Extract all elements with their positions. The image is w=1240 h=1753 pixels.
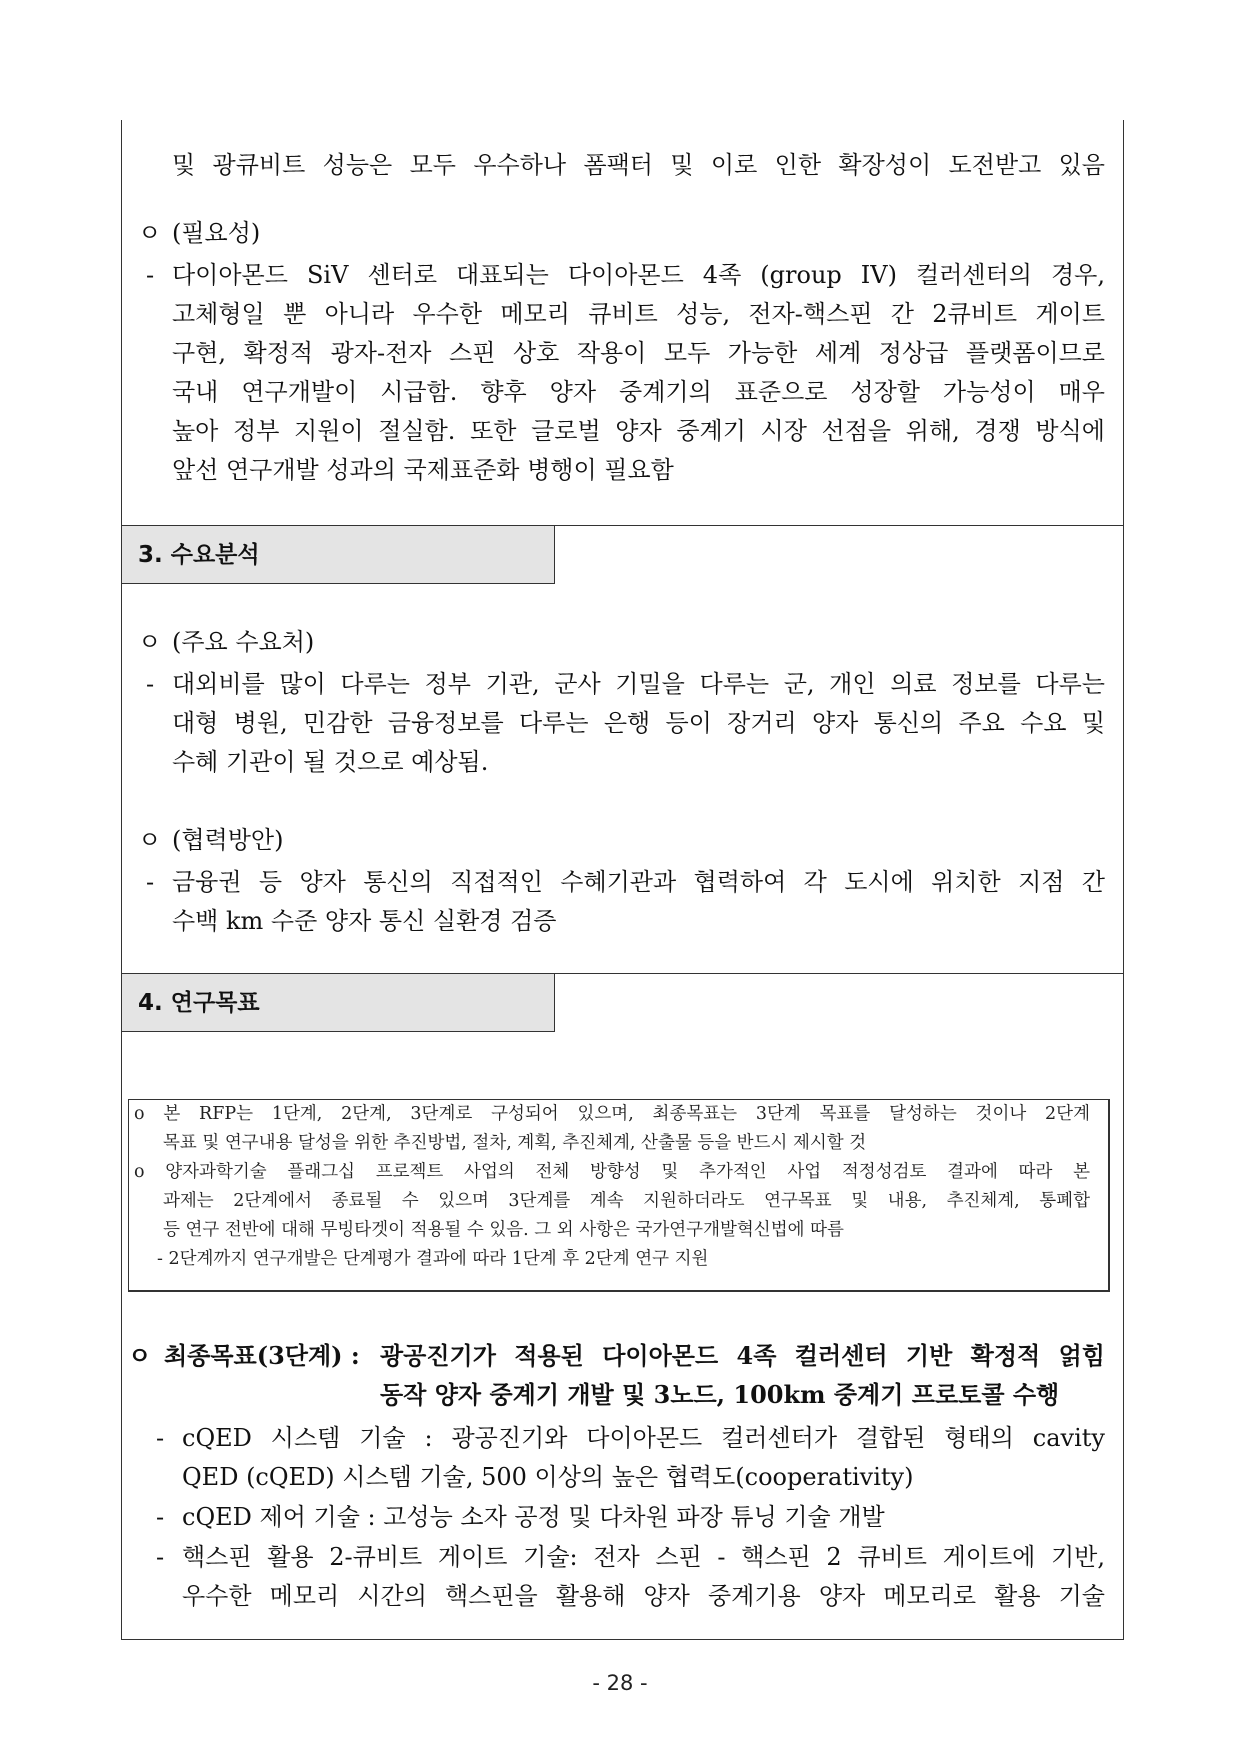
cooperation-line: 수백 km 수준 양자 통신 실환경 검증 (172, 907, 557, 935)
goal-item-line: cQED 제어 기술 : 고성능 소자 공정 및 다차원 파장 튜닝 기술 개발 (182, 1503, 885, 1531)
necessity-line: 국내 연구개발이 시급함. 향후 양자 중계기의 표준으로 성장할 가능성이 매우 (172, 378, 1105, 406)
rfp-note-line: - 2단계까지 연구개발은 단계평가 결과에 따라 1단계 후 2단계 연구 지원 (157, 1249, 709, 1269)
demand-line: 대외비를 많이 다루는 정부 기관, 군사 기밀을 다루는 군, 개인 의료 정보를 다루는 (172, 670, 1105, 698)
necessity-heading: (필요성) (172, 219, 261, 247)
necessity-line: 구현, 확정적 광자-전자 스핀 상호 작용이 모두 가능한 세계 정상급 플랫폼이므로 (172, 339, 1105, 367)
section-3-title: 3. 수요분석 (121, 526, 555, 584)
bullet-circle: ㅇ (138, 219, 162, 247)
rfp-note-line: o 본 RFP는 1단계, 2단계, 3단계로 구성되어 있으며, 최종목표는 3단계 목표를 달성하는 것이나 2단계 (134, 1104, 1090, 1124)
demand-line: 대형 병원, 민감한 금융정보를 다루는 은행 등이 장거리 양자 통신의 주요 수요 및 (172, 709, 1105, 737)
bullet-dash: - (156, 1424, 165, 1452)
rfp-note-line: o 양자과학기술 플래그십 프로젝트 사업의 전체 방향성 및 추가적인 사업 적정성검토 결과에 따라 본 (134, 1162, 1090, 1182)
bullet-dash: - (156, 1503, 165, 1531)
final-goal-label: 최종목표(3단계) : (164, 1341, 360, 1370)
page-number: - 28 - (592, 1671, 648, 1695)
goal-item-line: QED (cQED) 시스템 기술, 500 이상의 높은 협력도(cooperativity) (182, 1463, 914, 1491)
cooperation-line: 금융권 등 양자 통신의 직접적인 수혜기관과 협력하여 각 도시에 위치한 지점 간 (172, 868, 1105, 896)
demand-heading: (주요 수요처) (172, 628, 315, 656)
rfp-note-line: 등 연구 전반에 대해 무빙타겟이 적용될 수 있음. 그 외 사항은 국가연구개발혁신법에 따름 (163, 1220, 844, 1240)
bullet-dash: - (156, 1543, 165, 1571)
cooperation-heading: (협력방안) (172, 826, 284, 854)
demand-line: 수혜 기관이 될 것으로 예상됨. (172, 748, 489, 776)
bullet-circle: ㅇ (138, 628, 162, 656)
necessity-line: 고체형일 뿐 아니라 우수한 메모리 큐비트 성능, 전자-핵스핀 간 2큐비트 게이트 (172, 300, 1105, 328)
goal-item-line: 우수한 메모리 시간의 핵스핀을 활용해 양자 중계기용 양자 메모리로 활용 기술 (182, 1582, 1105, 1610)
bullet-dash: - (146, 670, 155, 698)
bullet-dash: - (146, 868, 155, 896)
goal-item-line: cQED 시스템 기술 : 광공진기와 다이아몬드 컬러센터가 결합된 형태의 cavity (182, 1424, 1105, 1452)
rfp-note-line: 목표 및 연구내용 달성을 위한 추진방법, 절차, 계획, 추진체계, 산출물 등을 반드시 제시할 것 (163, 1133, 867, 1153)
final-goal-text: 동작 양자 중계기 개발 및 3노드, 100km 중계기 프로토콜 수행 (380, 1380, 1060, 1409)
necessity-line: 높아 정부 지원이 절실함. 또한 글로벌 양자 중계기 시장 선점을 위해, 경쟁 방식에 (172, 417, 1105, 445)
necessity-line: 앞선 연구개발 성과의 국제표준화 병행이 필요함 (172, 456, 674, 484)
bullet-circle: ㅇ (138, 826, 162, 854)
necessity-line: 다이아몬드 SiV 센터로 대표되는 다이아몬드 4족 (group IV) 컬러센터의 경우, (172, 261, 1105, 289)
bullet-dash: - (146, 261, 155, 289)
final-goal-text: 광공진기가 적용된 다이아몬드 4족 컬러센터 기반 확정적 얽힘 (380, 1341, 1105, 1370)
goal-item-line: 핵스핀 활용 2-큐비트 게이트 기술: 전자 스핀 - 핵스핀 2 큐비트 게이트에 기반, (182, 1543, 1105, 1571)
continued-text-line: 및 광큐비트 성능은 모두 우수하나 폼팩터 및 이로 인한 확장성이 도전받고 있음 (172, 151, 1105, 179)
rfp-note-line: 과제는 2단계에서 종료될 수 있으며 3단계를 계속 지원하더라도 연구목표 및 내용, 추진체계, 통폐합 (163, 1191, 1090, 1211)
bullet-circle: ㅇ (128, 1341, 152, 1370)
section-4-title: 4. 연구목표 (121, 974, 555, 1032)
